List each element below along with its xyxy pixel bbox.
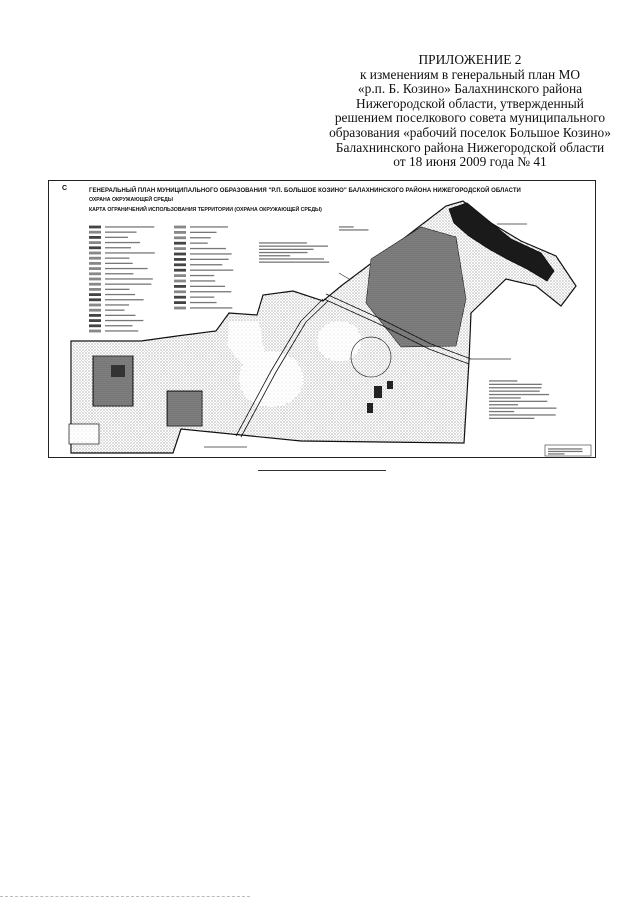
legend-swatch (89, 278, 101, 281)
legend-text-line (105, 310, 125, 311)
legend-swatch (174, 301, 186, 304)
village-block (69, 424, 99, 444)
legend-text-line (105, 330, 138, 331)
legend-swatch (89, 283, 101, 286)
legend-text-line (105, 325, 132, 326)
legend-text-line (105, 294, 135, 295)
scan-artifact-line (0, 896, 250, 897)
legend-text-line (259, 249, 314, 250)
legend-text-line (190, 291, 231, 292)
legend-text-line (105, 237, 128, 238)
legend-text-line (259, 258, 324, 259)
legend-swatch (174, 285, 186, 288)
legend-text-line (489, 414, 556, 415)
legend-swatch (174, 263, 186, 266)
legend-text-line (489, 394, 549, 395)
map-subtitle-line: КАРТА ОГРАНИЧЕНИЙ ИСПОЛЬЗОВАНИЯ ТЕРРИТОРИИ (ОХРАНА ОКРУЖАЮЩЕЙ СРЕДЫ) (89, 206, 322, 213)
legend-text-line (105, 299, 144, 300)
legend-swatch (89, 272, 101, 275)
legend-text-line (339, 226, 354, 227)
legend-text-line (190, 243, 208, 244)
legend-text-line (105, 284, 151, 285)
legend-swatch (89, 252, 101, 255)
appendix-header (320, 53, 620, 170)
legend-text-line (489, 408, 556, 409)
label-leader (339, 273, 349, 279)
legend-swatch (174, 236, 186, 239)
legend-text-line (105, 304, 129, 305)
legend-text-line (105, 268, 148, 269)
legend-text-line (259, 252, 308, 253)
map-figure (48, 180, 596, 458)
legend-swatch (89, 231, 101, 234)
map-drawing (49, 181, 595, 457)
industrial-block (367, 403, 373, 413)
legend-text-line (489, 401, 547, 402)
industrial-block (387, 381, 393, 389)
appendix-subtitle-line: решением поселкового совета муниципального (334, 110, 606, 126)
appendix-subtitle-line: Балахнинского района Нижегородской области (335, 139, 605, 155)
village-block (93, 356, 133, 406)
appendix-title: ПРИЛОЖЕНИЕ 2 (418, 52, 522, 67)
legend-swatch (89, 262, 101, 265)
legend-swatch (89, 304, 101, 307)
legend-swatch (89, 246, 101, 249)
legend-swatch (174, 296, 186, 299)
legend-text-line (548, 453, 564, 454)
legend-text-line (190, 248, 226, 249)
legend-swatch (89, 288, 101, 291)
legend-text-line (548, 448, 582, 449)
legend-text-line (105, 226, 154, 227)
map-corner-letter: С (62, 185, 68, 192)
legend-swatch (174, 253, 186, 256)
legend-text-line (489, 380, 517, 381)
legend-text-line (105, 263, 133, 264)
legend-swatch (89, 309, 101, 312)
legend-swatch (89, 298, 101, 301)
legend-text-line (105, 247, 131, 248)
legend-text-line (105, 252, 155, 253)
legend-text-line (190, 302, 217, 303)
legend-text-line (259, 242, 307, 243)
legend-text-line (489, 418, 534, 419)
legend-text-line (489, 384, 542, 385)
legend-swatch (89, 257, 101, 260)
legend-text-line (105, 320, 143, 321)
legend-swatch (174, 280, 186, 283)
legend-text-line (339, 229, 369, 230)
legend-swatch (174, 231, 186, 234)
legend-swatch (89, 330, 101, 333)
legend-text-line (105, 232, 137, 233)
divider-line (258, 470, 386, 471)
legend-text-line (489, 391, 540, 392)
industrial-block (374, 386, 382, 398)
legend-text-line (190, 275, 214, 276)
legend-text-line (548, 451, 583, 452)
legend-swatch (174, 274, 186, 277)
appendix-subtitle-line: образования «рабочий поселок Большое Козино» (329, 124, 611, 140)
legend-text-line (190, 253, 232, 254)
map-title (89, 187, 521, 215)
legend-swatch (89, 226, 101, 229)
legend-text-line (489, 397, 521, 398)
legend-swatch (89, 293, 101, 296)
legend-text-line (190, 237, 211, 238)
legend-text-line (190, 297, 214, 298)
legend-swatch (89, 236, 101, 239)
legend-swatch (89, 241, 101, 244)
legend-swatch (174, 269, 186, 272)
map-title-line: ГЕНЕРАЛЬНЫЙ ПЛАН МУНИЦИПАЛЬНОГО ОБРАЗОВАНИЯ "Р.П. БОЛЬШОЕ КОЗИНО" БАЛАХНИНСКОГО РАЙОНА НИЖЕГОРОДСКОЙ ОБЛАСТИ (89, 188, 521, 194)
legend-swatch (174, 307, 186, 310)
map-subtitle-line: ОХРАНА ОКРУЖАЮЩЕЙ СРЕДЫ (89, 197, 173, 203)
legend-text-line (190, 286, 225, 287)
legend-text-line (489, 404, 518, 405)
legend-text-line (190, 307, 232, 308)
legend-text-line (259, 246, 328, 247)
legend-swatch (174, 247, 186, 250)
legend-swatch (174, 258, 186, 261)
appendix-date-line: от 18 июня 2009 года № 41 (393, 154, 547, 170)
legend-text-line (259, 255, 290, 256)
legend-swatch (174, 290, 186, 293)
legend-text-line (105, 273, 133, 274)
clearing-area (317, 321, 361, 361)
appendix-subtitle-line: Нижегородской области, утвержденный (356, 95, 584, 111)
legend-text-line (190, 226, 228, 227)
legend-text-line (190, 232, 217, 233)
legend-text-line (105, 242, 140, 243)
legend-swatch (174, 226, 186, 229)
village-block (167, 391, 202, 426)
legend-swatch (89, 267, 101, 270)
appendix-subtitle-line: «р.п. Б. Козино» Балахнинского района (357, 81, 583, 97)
legend-text-line (489, 387, 541, 388)
legend-text-line (190, 264, 222, 265)
legend-swatch (89, 314, 101, 317)
legend-text-line (190, 270, 233, 271)
legend-text-line (105, 258, 129, 259)
legend-text-line (105, 289, 129, 290)
legend-text-line (105, 278, 153, 279)
legend-swatch (89, 324, 101, 327)
appendix-subtitle-line: к изменениям в генеральный план МО (359, 66, 581, 82)
legend-text-line (489, 411, 514, 412)
village-block (111, 365, 125, 377)
legend-text-line (190, 259, 229, 260)
legend-text-line (259, 262, 329, 263)
legend-text-line (105, 315, 135, 316)
legend-text-line (190, 280, 215, 281)
legend-swatch (89, 319, 101, 322)
legend-swatch (174, 242, 186, 245)
